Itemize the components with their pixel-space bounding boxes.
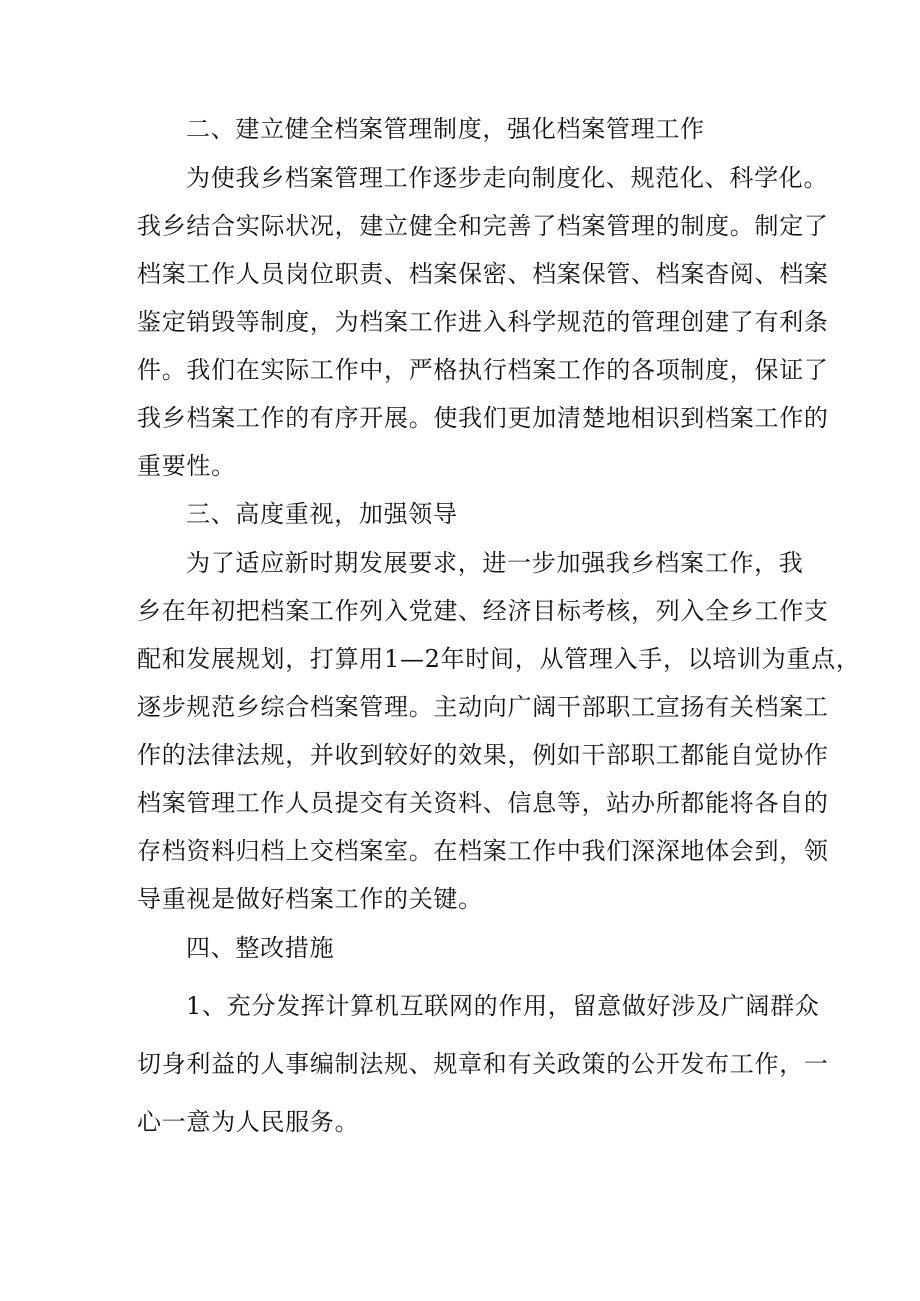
paragraph-line: 为使我乡档案管理工作逐步走向制度化、规范化、科学化。 [186, 164, 829, 192]
paragraph-line: 导重视是做好档案工作的关键。 [137, 885, 483, 913]
paragraph-line: 我乡档案工作的有序开展。使我们更加清楚地相识到档案工作的 [137, 404, 829, 432]
paragraph-line: 件。我们在实际工作中，严格执行档案工作的各项制度，保证了 [137, 356, 829, 384]
paragraph-line: 档案工作人员岗位职责、档案保密、档案保管、档案杳阅、档案 [137, 260, 829, 288]
paragraph-line: 我乡结合实际状况，建立健全和完善了档案管理的制度。制定了 [137, 212, 829, 240]
paragraph-line: 配和发展规划，打算用1—2年时间，从管理入手，以培训为重点， [137, 645, 861, 673]
section-2-heading: 二、建立健全档案管理制度，强化档案管理工作 [186, 115, 705, 143]
paragraph-line: 为了适应新时期发展要求，进一步加强我乡档案工作，我 [186, 549, 804, 577]
paragraph-line: 存档资料归档上交档案室。在档案工作中我们深深地体会到，领 [137, 837, 829, 865]
paragraph-line: 作的法律法规，并收到较好的效果，例如干部职工都能自觉协作 [137, 741, 829, 769]
paragraph-line: 切身利益的人事编制法规、规章和有关政策的公开发布工作，一 [137, 1050, 829, 1078]
paragraph-line: 档案管理工作人员提交有关资料、信息等，站办所都能将各自的 [137, 789, 829, 817]
paragraph-line: 心一意为人民服务。 [137, 1108, 360, 1136]
section-3-heading: 三、高度重视，加强领导 [186, 500, 458, 528]
paragraph-line: 1、充分发挥计算机互联网的作用，留意做好涉及广阔群众 [186, 992, 820, 1020]
paragraph-line: 鉴定销毁等制度，为档案工作进入科学规范的管理创建了有利条 [137, 308, 829, 336]
paragraph-line: 重要性。 [137, 452, 236, 480]
paragraph-line: 逐步规范乡综合档案管理。主动向广阔干部职工宣扬有关档案工 [137, 693, 829, 721]
paragraph-line: 乡在年初把档案工作列入党建、经济目标考核，列入全乡工作支 [137, 597, 829, 625]
section-4-heading: 四、整改措施 [186, 934, 335, 962]
